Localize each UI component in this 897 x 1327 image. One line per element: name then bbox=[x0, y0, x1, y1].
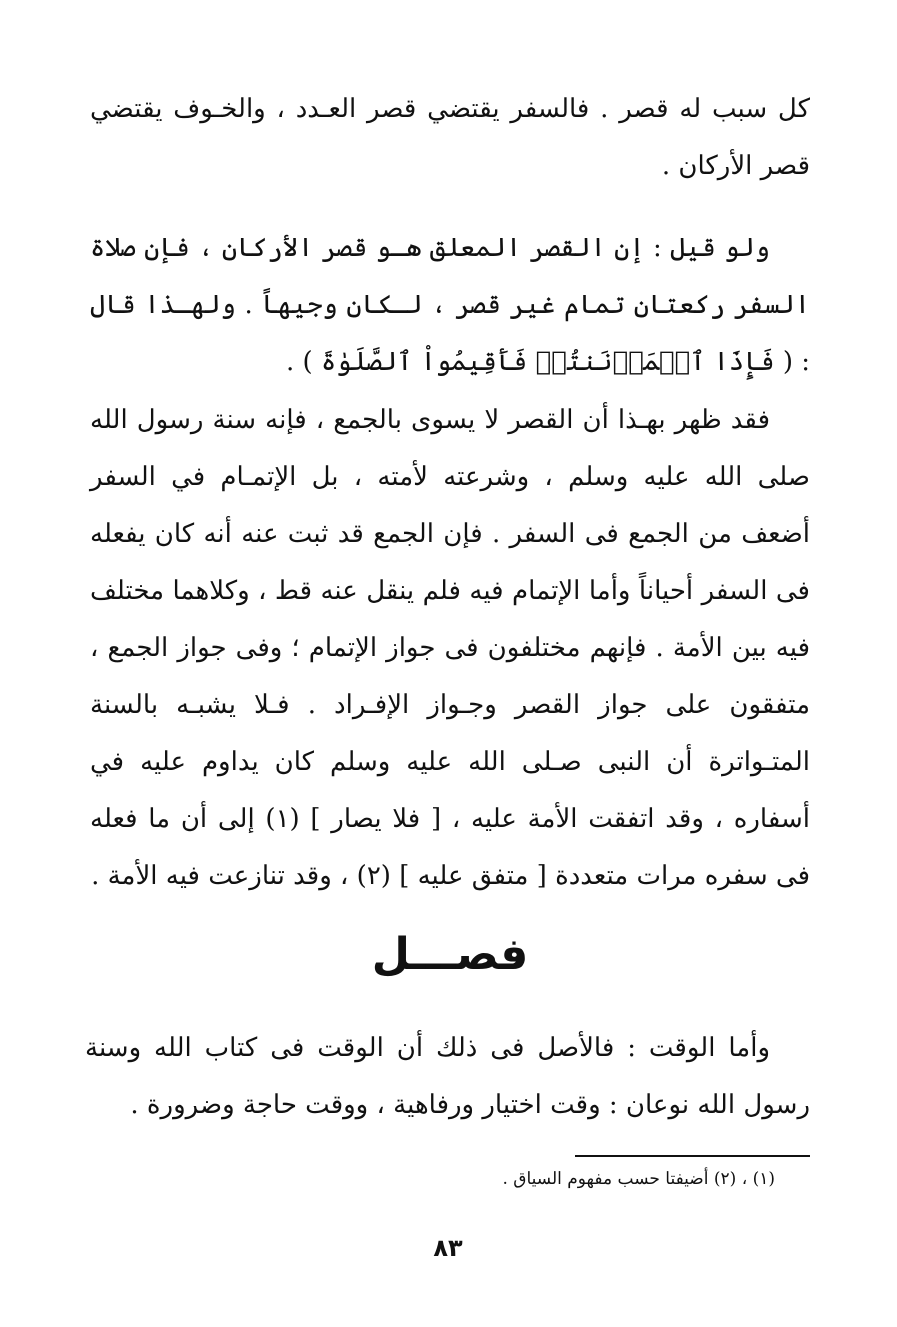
section-paragraph: وأما الوقت : فالأصل فى ذلك أن الوقت فى كتاب الله وسنة رسول الله نوعان : وقت اختيار ورفاهية ، ووقت حاجة وضرورة . bbox=[85, 1033, 810, 1120]
footnote: (١) ، (٢) أضيفتا حسب مفهوم السياق . bbox=[502, 1169, 775, 1189]
paragraph-2-text: ولو قيل : إن القصر المعلق هـو قصر الأركان ، فإن صلاة السفر ركعتان تمام غير قصر ، لـكان وجيهاً . ولهـذا قال : ( bbox=[90, 233, 810, 377]
footnote-divider bbox=[575, 1155, 810, 1157]
body-paragraph-2 bbox=[90, 220, 810, 391]
quran-verse: فَإِذَا ٱطۡمَأۡنَنتُمۡ فَأَقِيمُواْ ٱلصَّلَوٰةَ bbox=[320, 347, 775, 377]
paragraph-2-end: ) . bbox=[286, 347, 313, 377]
body-paragraph-1: كل سبب له قصر . فالسفر يقتضي قصر العـدد ، والخـوف يقتضي قصر الأركان . bbox=[90, 94, 810, 181]
section-heading: فصـــل bbox=[371, 929, 529, 980]
page-number: ٨٣ bbox=[433, 1234, 463, 1262]
body-paragraph-3: فقد ظهر بهـذا أن القصر لا يسوى بالجمع ، فإنه سنة رسول الله صلى الله عليه وسلم ، وشرعته لأمته ، بل الإتمـام في السفر أضعف من الجمع فى السفر . فإن الجمع قد ثبت عنه أنه كان يفعله فى السفر أحياناً وأما الإتمام فيه فلم ينقل عنه قط ، وكلاهما مختلف فيه بين الأمة . فإنهم مختلفون فى جواز الإتمام ؛ وفى جواز الجمع ، متفقون على جواز القصر وجـواز الإفـراد . فـلا يشبـه بالسنة المتـواترة أن النبى صـلى الله عليه وسلم كان يداوم عليه في أسفاره ، وقد اتفقت الأمة عليه ، [ فلا يصار ] (١) إلى أن ما فعله فى سفره مرات متعددة [ متفق عليه ] (٢) ، وقد تنازعت فيه الأمة . bbox=[90, 405, 811, 891]
